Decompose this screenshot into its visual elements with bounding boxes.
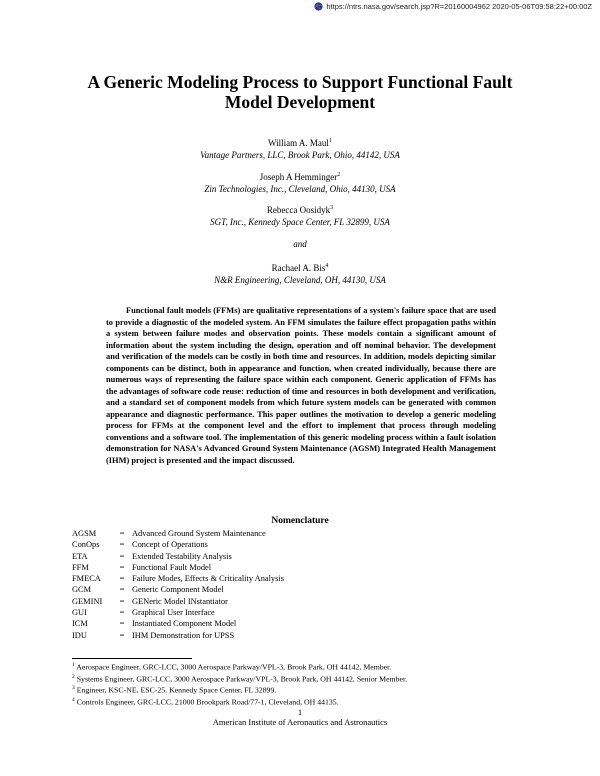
footnote (72, 660, 532, 672)
footnote-text: Controls Engineer, GRC-LCC, 21000 Brookpark Road/77-1, Cleveland, OH 44135. (76, 697, 339, 707)
nomenclature-definition: Advanced Ground System Maintenance (132, 529, 266, 538)
footnote-mark: 1 (72, 662, 75, 668)
nomenclature-abbr: GCM (72, 585, 92, 595)
abstract: Functional fault models (FFMs) are qualitative representations of a system's failure space that are used to provide a diagnostic of the modeled system. An FFM simulates the failure effect propagation paths within a system between failure modes and observation points. These models contain a significant amount of information about the system including the design, operation and off nominal behavior. The development and verification of the models can be costly in both time and resources. In addition, models depicting similar components can be distinct, both in appearance and function, when created individually, because there are numerous ways of representing the failure space within each component. Generic application of FFMs has the advantages of software code reuse: reduction of time and resources in both development and verification, and a standard set of component models from which future system models can be generated with common appearance and diagnostic performance. This paper outlines the motivation to develop a generic modeling process for FFMs at the component level and the effort to implement that process through modeling conventions and a software tool. The implementation of this generic modeling process within a fault isolation demonstration for NASA's Advanced Ground System Maintenance (AGSM) Integrated Health Management (IHM) project is presented and the impact discussed. (106, 306, 496, 465)
title-line: A Generic Modeling Process to Support Functional Fault (87, 72, 513, 92)
nomenclature-definition: Instantiated Component Model (132, 619, 237, 629)
nomenclature-definition: Concept of Operations (132, 540, 208, 550)
nomenclature-row: GUI = Graphical User Interface (72, 607, 492, 618)
footnote (72, 695, 532, 707)
author-affiliation: Vantage Partners, LLC, Brook Park, Ohio, 44142, USA (200, 150, 400, 160)
nomenclature-abbr: GUI (72, 608, 87, 618)
nomenclature-abbr: ICM (72, 619, 88, 629)
nomenclature-row: FMECA = Failure Modes, Effects & Criticality Analysis (72, 573, 492, 584)
author-affiliation: SGT, Inc., Kennedy Space Center, FL 32899, USA (210, 217, 390, 227)
nomenclature-row: FFM = Functional Fault Model (72, 562, 492, 573)
nomenclature-definition: Generic Component Model (132, 585, 224, 595)
author-name: Joseph A Hemminger$^2$ (259, 172, 341, 182)
author-name: William A. Maul$^1$ (268, 138, 332, 148)
footnote-mark: 3 (72, 685, 75, 691)
nomenclature-row: GCM = Generic Component Model (72, 584, 492, 595)
footnote-text: Engineer, KSC-NE, ESC-25. Kennedy Space Center, FL 32899. (76, 685, 277, 695)
nomenclature-abbr: ETA (72, 551, 88, 561)
author-name: Rachael A. Bis$^4$ (271, 263, 329, 273)
nomenclature-row: GEMINI = GENeric Model INstantiator (72, 596, 492, 607)
nomenclature-abbr: IDU (72, 630, 87, 640)
footnote-mark: 1 (328, 138, 332, 144)
nomenclature-list (72, 528, 492, 641)
footnote (72, 672, 532, 684)
nomenclature-heading: Nomenclature (271, 516, 329, 526)
publisher-footer: American Institute of Aeronautics and Astronautics (212, 717, 388, 727)
nomenclature-definition: Extended Testability Analysis (132, 551, 232, 561)
footnotes (72, 660, 532, 706)
nomenclature-definition: GENeric Model INstantiator (132, 596, 228, 606)
nomenclature-definition: Graphical User Interface (132, 608, 215, 618)
author-block (60, 169, 540, 195)
author-name: Rebecca Oosidyk$^3$ (266, 205, 334, 215)
and-separator: and (293, 239, 307, 249)
footnote-mark: 4 (325, 263, 329, 269)
author-block (60, 202, 540, 228)
nomenclature-definition: Functional Fault Model (132, 562, 212, 572)
nomenclature-abbr: FFM (72, 562, 89, 572)
nomenclature-row: ICM = Instantiated Component Model (72, 618, 492, 629)
page-number: 1 (297, 707, 303, 717)
footnote-mark: 4 (72, 696, 75, 703)
footnote-divider (72, 658, 192, 659)
author-affiliation: Zin Technologies, Inc., Cleveland, Ohio, 44130, USA (204, 184, 396, 194)
author-block (60, 260, 540, 286)
nomenclature-definition: IHM Demonstration for UPSS (132, 630, 235, 640)
author-block (60, 135, 540, 161)
footnote-text: Aerospace Engineer, GRC-LCC, 3000 Aerospace Parkway/VPL-3, Brook Park, OH 44142, Member. (76, 662, 392, 672)
nasa-meatball-icon (314, 2, 323, 11)
nomenclature-abbr: AGSM (72, 529, 97, 538)
title-line: Model Development (224, 92, 376, 112)
nomenclature-abbr: GEMINI (72, 596, 103, 606)
nomenclature-row: ETA = Extended Testability Analysis (72, 551, 492, 562)
author-affiliation: N&R Engineering, Cleveland, OH, 44130, USA (214, 275, 386, 285)
footnote-mark: 3 (330, 205, 334, 211)
download-stamp-url[interactable]: https://ntrs.nasa.gov/search.jsp?R=20160004962 2020-05-06T09:58:22+00:00Z (326, 1, 592, 11)
footnote (72, 683, 532, 695)
nomenclature-row: ConOps = Concept of Operations (72, 539, 492, 550)
download-stamp (314, 0, 592, 12)
nomenclature-definition: Failure Modes, Effects & Criticality Analysis (132, 574, 284, 584)
nomenclature-abbr: ConOps (72, 540, 100, 550)
footnote-mark: 2 (337, 172, 341, 178)
nomenclature-abbr: FMECA (72, 574, 101, 584)
paper-title (60, 72, 540, 112)
footnote-text: Systems Engineer, GRC-LCC, 3000 Aerospace Parkway/VPL-3, Brook Park, OH 44142, Senior Member. (76, 674, 408, 684)
nomenclature-row: AGSM = Advanced Ground System Maintenance (72, 528, 492, 539)
footnote-mark: 2 (72, 673, 75, 680)
nomenclature-row: IDU = IHM Demonstration for UPSS (72, 630, 492, 641)
